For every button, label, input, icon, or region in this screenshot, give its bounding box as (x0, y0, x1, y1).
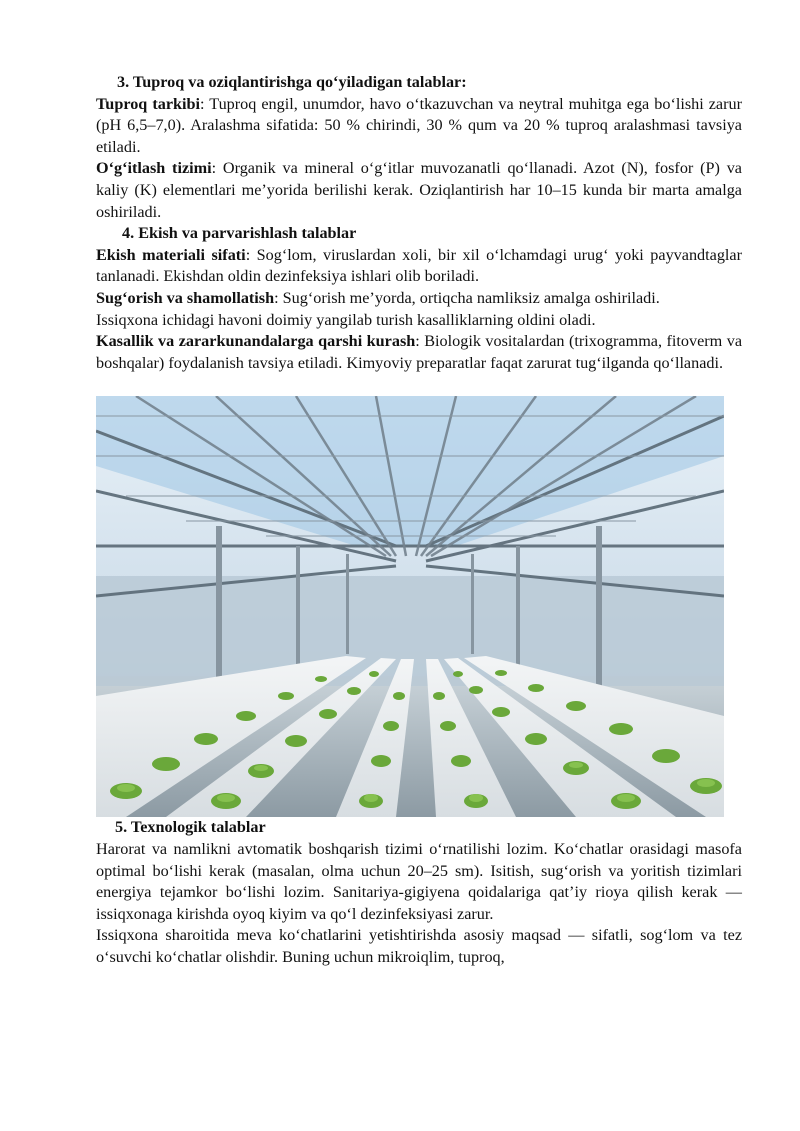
paragraph-soil-composition (96, 94, 742, 159)
paragraph-ventilation: Issiqxona ichidagi havoni doimiy yangilab turish kasalliklarning oldini oladi. (96, 310, 596, 329)
term-soil-composition: Tuproq tarkibi (96, 94, 201, 113)
term-pest-control: Kasallik va zararkunandalarga qarshi kurash (96, 332, 416, 351)
text-planting-material: : Sog‘lom, viruslardan xoli, bir xil o‘lchamdagi urug‘ yoki payvandtaglar tanlanadi. Ekishdan oldin dezinfeksiya ishlari olib boriladi. (96, 245, 742, 286)
term-planting-material: Ekish materiali sifati (96, 245, 246, 264)
section-heading-5: 5. Texnologik talablar (115, 818, 266, 837)
section-heading-4: 4. Ekish va parvarishlash talablar (122, 224, 357, 243)
section-heading-3: 3. Tuproq va oziqlantirishga qo‘yiladigan talablar: (117, 73, 467, 91)
paragraph-fertilization (96, 158, 742, 223)
term-irrigation: Sug‘orish va shamollatish (96, 288, 275, 307)
term-fertilization: O‘g‘itlash tizimi (96, 159, 212, 178)
text-irrigation: : Sug‘orish me’yorda, ortiqcha namliksiz amalga oshiriladi. (274, 288, 660, 307)
greenhouse-illustration (96, 396, 724, 817)
greenhouse-photo (96, 396, 724, 817)
paragraph-pest-control (96, 331, 742, 374)
paragraph-main-goal: Issiqxona sharoitida meva ko‘chatlarini yetishtirishda asosiy maqsad — sifatli, sog‘lom va tez o‘suvchi ko‘chatlar olishdir. Buning uchun mikroiqlim, tuproq, (96, 926, 742, 966)
paragraph-technology-requirements: Harorat va namlikni avtomatik boshqarish tizimi o‘rnatilishi lozim. Ko‘chatlar orasidagi masofa optimal bo‘lishi kerak (masalan, olma uchun 20–25 sm). Isitish, sug‘orish va yoritish tizimlari energiya tejamkor bo‘lishi lozim. Sanitariya-gigiyena qoidalariga qat’iy rioya qilish kerak — issiqxonaga kirishda oyoq kiyim va qo‘l dezinfeksiyasi zarur. (96, 839, 742, 923)
paragraph-planting-material (96, 245, 742, 288)
text-pest-control: : Biologik vositalardan (trixogramma, fitoverm va boshqalar) foydalanish tavsiya etiladi. Kimyoviy preparatlar faqat zarurat tug‘ilganda qo‘llanadi. (96, 332, 742, 372)
text-soil-composition: : Tuproq engil, unumdor, havo o‘tkazuvchan va neytral muhitga ega bo‘lishi zarur (pH 6,5–7,0). Aralashma sifatida: 50 % chirindi, 30 % qum va 20 % tuproq aralashmasi tavsiya etiladi. (96, 94, 742, 156)
text-fertilization: : Organik va mineral o‘g‘itlar muvozanatli qo‘llanadi. Azot (N), fosfor (P) va kaliy (K) elementlari me’yorida berilishi kerak. Oziqlantirish har 10–15 kunda bir marta amalga oshiriladi. (96, 159, 742, 221)
document-page (96, 72, 742, 968)
paragraph-irrigation (96, 288, 742, 310)
